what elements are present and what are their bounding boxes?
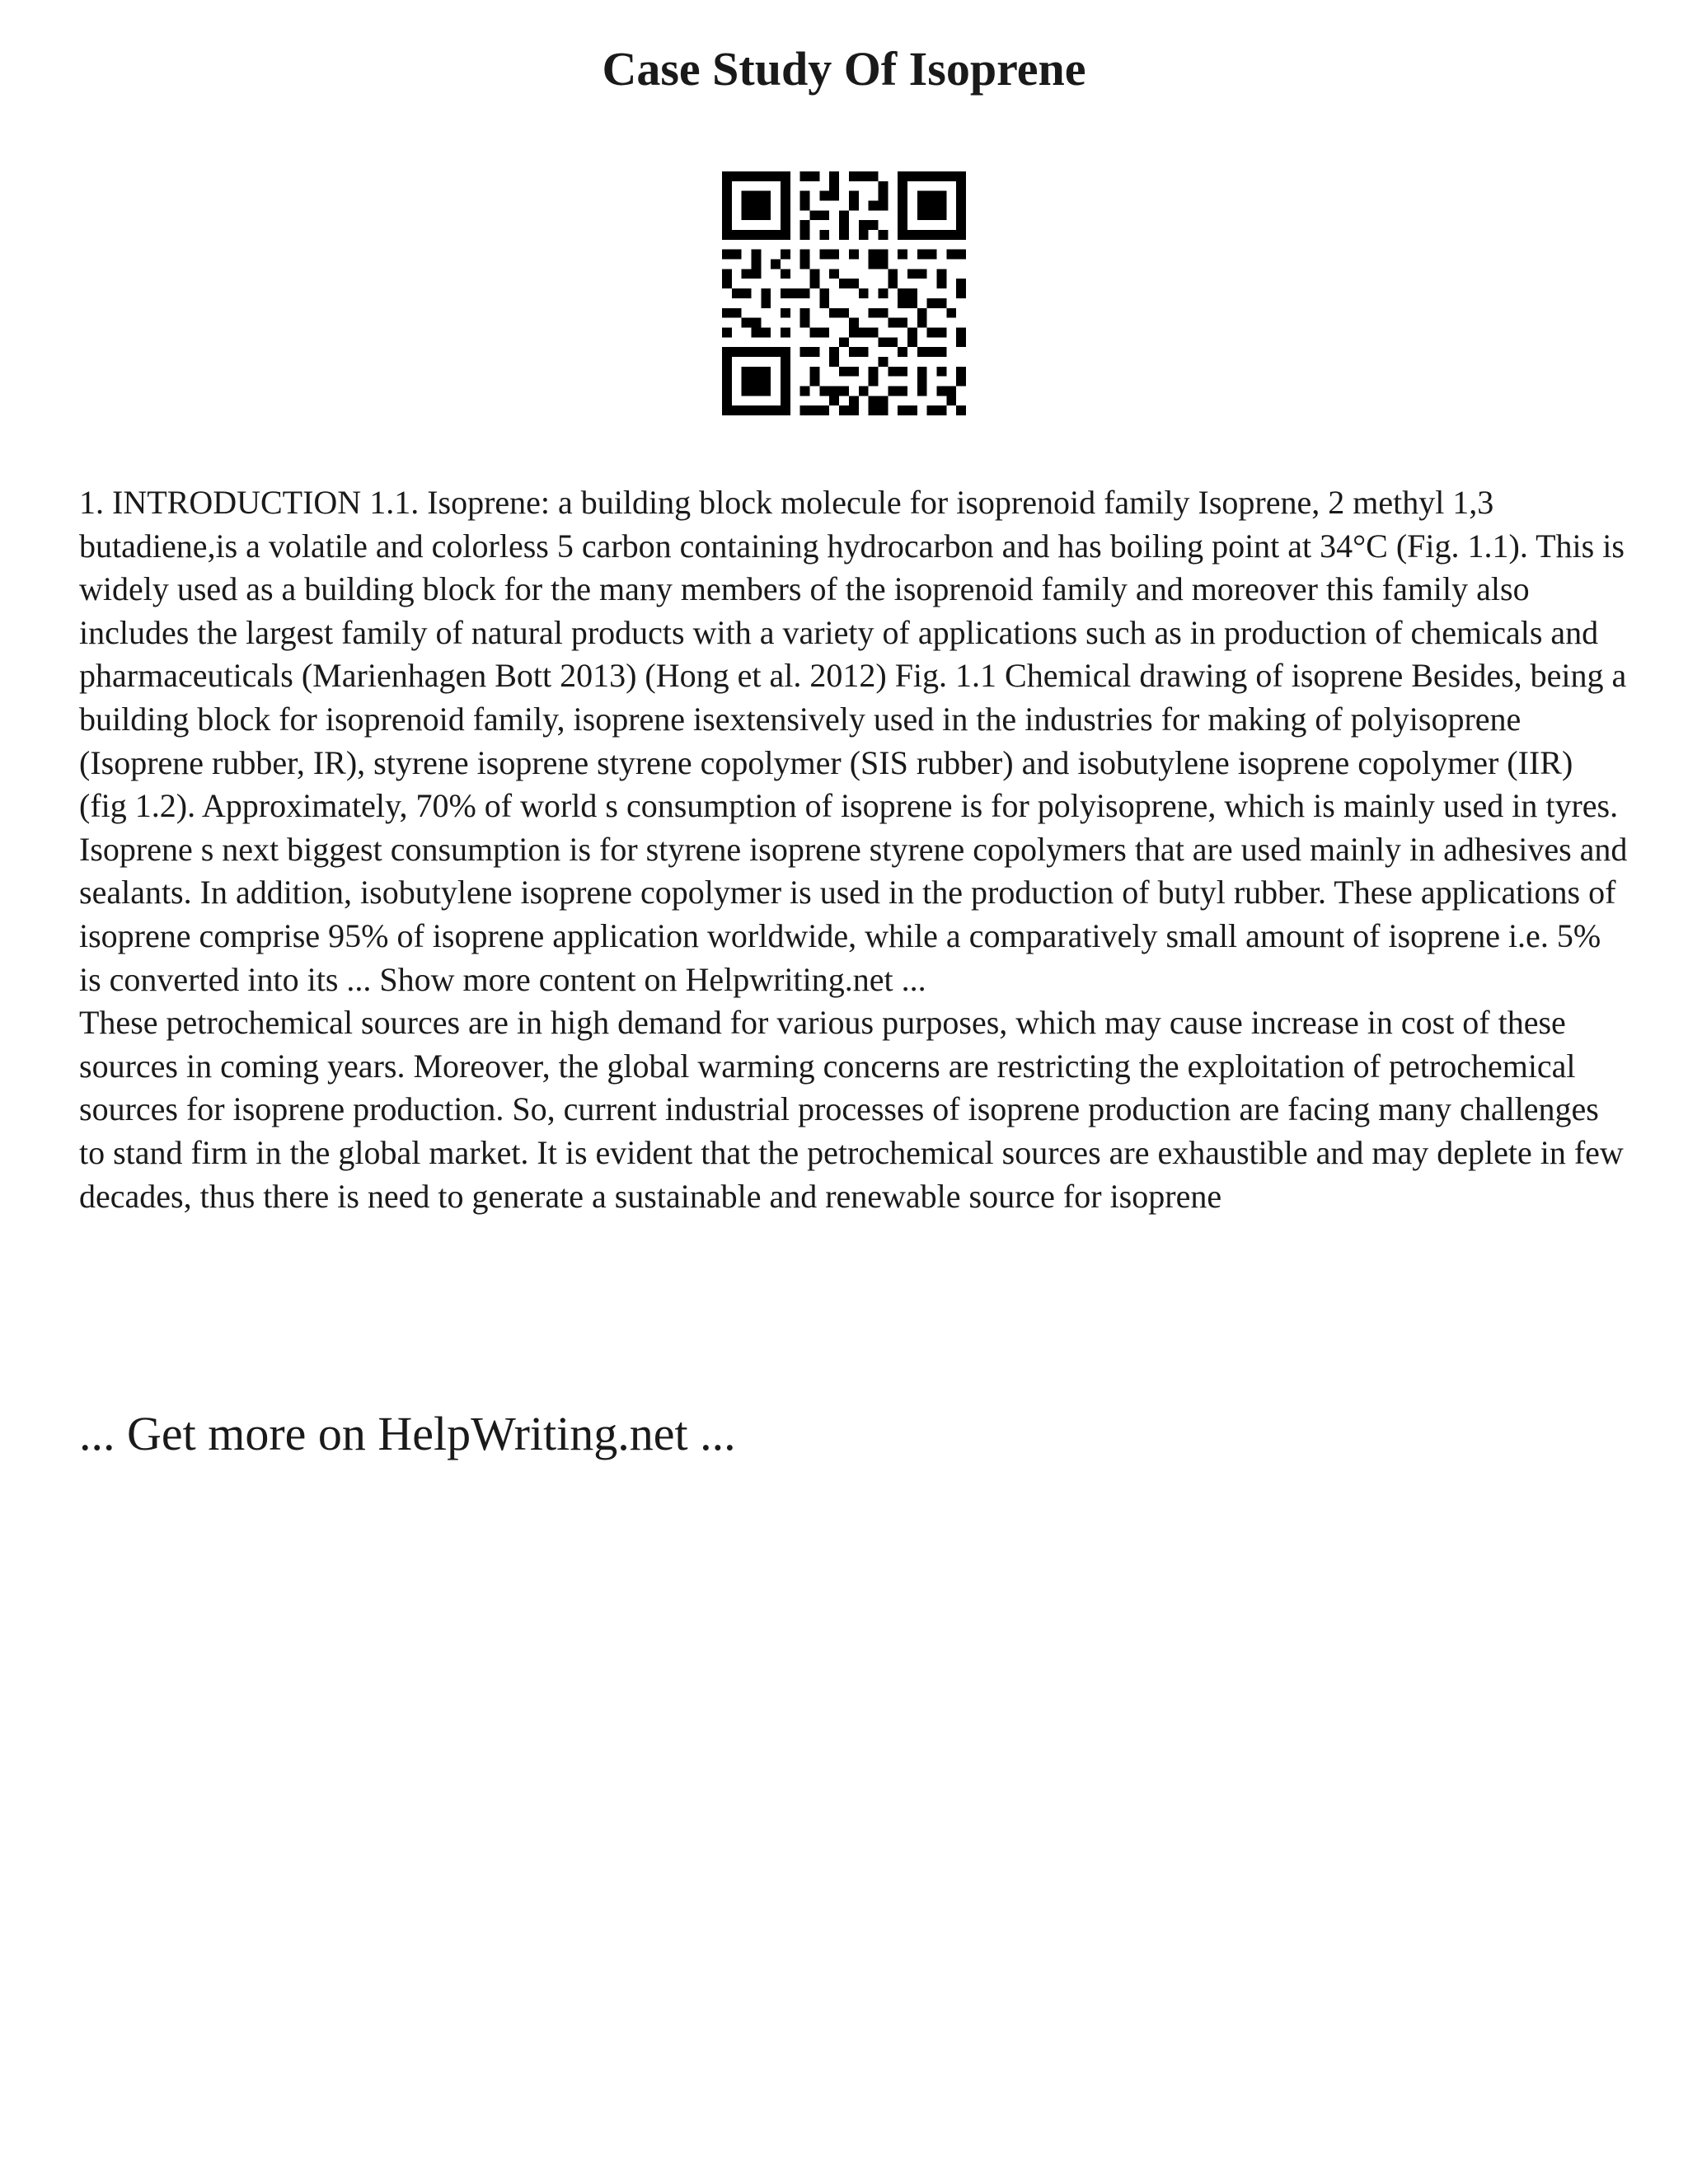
article-body: [79, 481, 1629, 1218]
get-more-link[interactable]: ... Get more on HelpWriting.net ...: [79, 1407, 736, 1460]
qr-code-icon: [722, 171, 966, 415]
paragraph-petrochemical: These petrochemical sources are in high demand for various purposes, which may cause increase in cost of these sources in coming years. Moreover, the global warming concerns are restricting the exploitation of petrochemical sources for isoprene production. So, current industrial processes of isoprene production are facing many challenges to stand firm in the global market. It is evident that the petrochemical sources are exhaustible and may deplete in few decades, thus there is need to generate a sustainable and renewable source for isoprene: [79, 1004, 1624, 1215]
paragraph-introduction: 1. INTRODUCTION 1.1. Isoprene: a building block molecule for isoprenoid family Isoprene, 2 methyl 1,3 butadiene,is a volatile and colorless 5 carbon containing hydrocarbon and has boiling point at 34°C (Fig. 1.1). This is widely used as a building block for the many members of the isoprenoid family and moreover this family also includes the largest family of natural products with a variety of applications such as in production of chemicals and pharmaceuticals (Marienhagen Bott 2013) (Hong et al. 2012) Fig. 1.1 Chemical drawing of isoprene Besides, being a building block for isoprenoid family, isoprene isextensively used in the industries for making of polyisoprene (Isoprene rubber, IR), styrene isoprene styrene copolymer (SIS rubber) and isobutylene isoprene copolymer (IIR) (fig 1.2). Approximately, 70% of world s consumption of isoprene is for polyisoprene, which is mainly used in tyres. Isoprene s next biggest consumption is for styrene isoprene styrene copolymers that are used mainly in adhesives and sealants. In addition, isobutylene isoprene copolymer is used in the production of butyl rubber. These applications of isoprene comprise 95% of isoprene application worldwide, while a comparatively small amount of isoprene i.e. 5% is converted into its ... Show more content on Helpwriting.net ...: [79, 484, 1628, 998]
page-title: Case Study Of Isoprene: [602, 42, 1086, 96]
